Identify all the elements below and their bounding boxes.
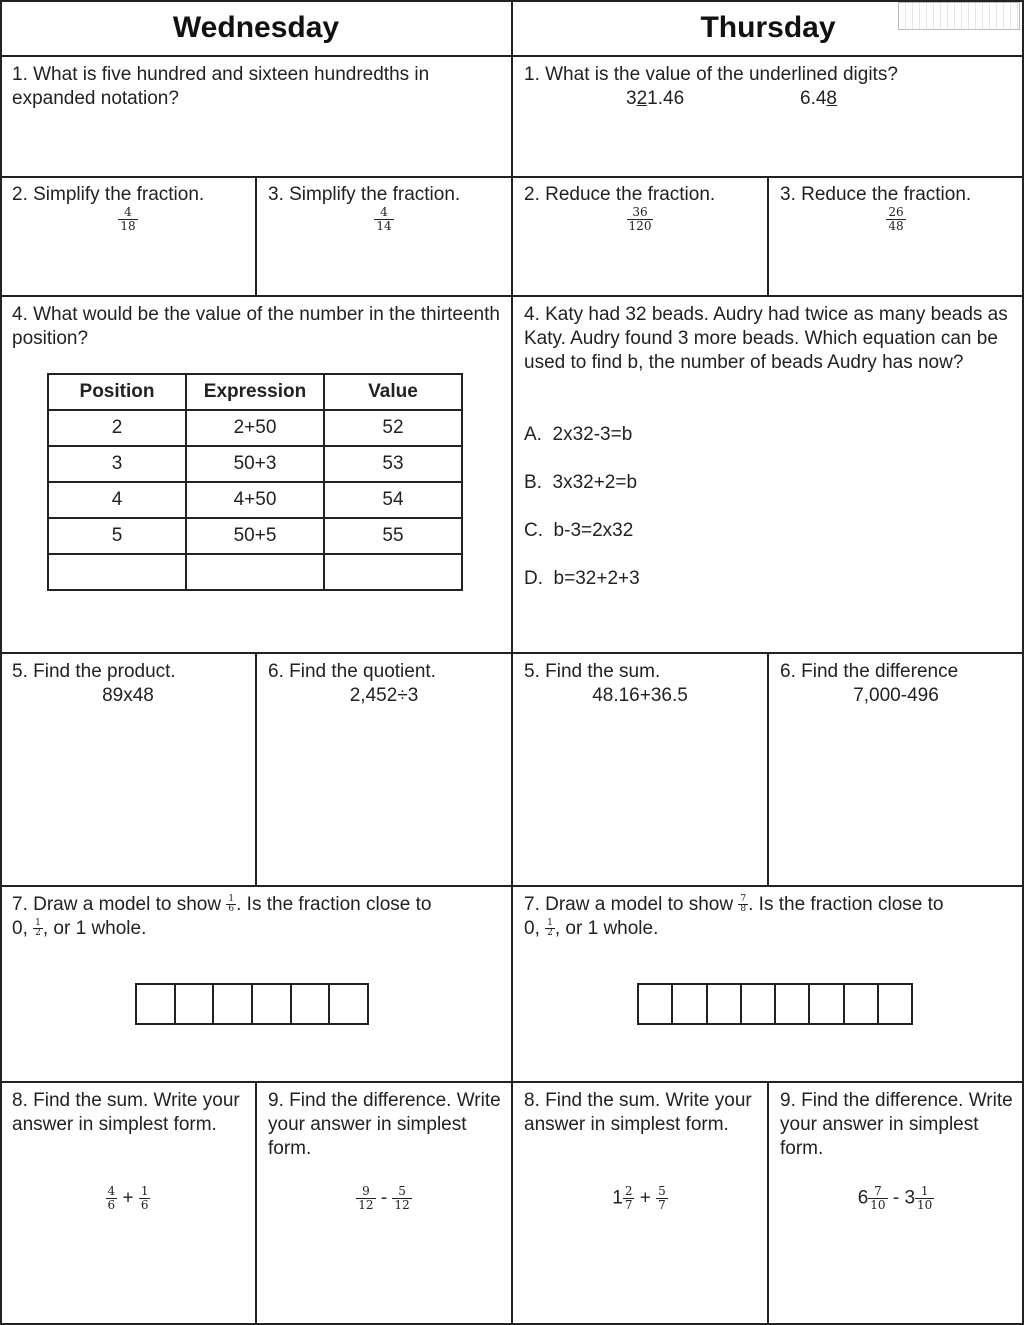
model-box[interactable]: [879, 985, 911, 1023]
table-header: Position: [48, 374, 186, 410]
value-table: [47, 373, 463, 591]
model-box[interactable]: [137, 985, 176, 1023]
option-b[interactable]: B. 3x32+2=b: [524, 472, 638, 493]
wed-q8-text: 8. Find the sum. Write your answer in simplest form.: [12, 1090, 240, 1135]
wed-q2-text: 2. Simplify the fraction.: [12, 184, 205, 205]
thu-q5-expr: 48.16+36.5: [592, 685, 688, 706]
table-row: 4 4+50 54: [48, 482, 462, 518]
thu-q2-text: 2. Reduce the fraction.: [524, 184, 716, 205]
table-header: Value: [324, 374, 462, 410]
thu-q1-number-b: 6.48: [800, 88, 837, 109]
model-box[interactable]: [742, 985, 776, 1023]
thu-q6-text: 6. Find the difference: [780, 661, 959, 682]
grid-line: [0, 0, 2, 1325]
grid-line: [767, 176, 769, 296]
wed-q8-expr: $\frac{4}{6}$ + $\frac{1}{6}$: [107, 1184, 149, 1212]
thu-q9-expr: 6 $\frac{7}{10}$ - 3 $\frac{1}{10}$: [857, 1184, 933, 1212]
option-d[interactable]: D. b=32+2+3: [524, 568, 640, 589]
model-box[interactable]: [253, 985, 292, 1023]
table-row: 3 50+3 53: [48, 446, 462, 482]
thu-q6-expr: 7,000-496: [853, 685, 939, 706]
thu-q1-number-a: 321.46: [626, 88, 685, 109]
thu-q8-expr: 1 $\frac{2}{7}$ + $\frac{5}{7}$: [612, 1184, 666, 1212]
model-box[interactable]: [639, 985, 673, 1023]
thu-q7-text: 7. Draw a model to show $\frac{7}{8}$ . Is the fraction close to 0, $\frac{1}{2}$ , or 1 whole.: [524, 894, 944, 939]
model-box[interactable]: [776, 985, 810, 1023]
header-wednesday: Wednesday: [172, 11, 340, 44]
model-box[interactable]: [845, 985, 879, 1023]
thu-q9-text: 9. Find the difference. Write your answer in simplest form.: [780, 1090, 1013, 1159]
model-box[interactable]: [708, 985, 742, 1023]
thu-q1-text: 1. What is the value of the underlined digits?: [524, 64, 898, 85]
model-box[interactable]: [214, 985, 253, 1023]
table-row: 2 2+50 52: [48, 410, 462, 446]
thu-q8-text: 8. Find the sum. Write your answer in simplest form.: [524, 1090, 752, 1135]
model-box[interactable]: [673, 985, 707, 1023]
wed-q9-expr: $\frac{9}{12}$ - $\frac{5}{12}$: [358, 1184, 410, 1212]
option-c[interactable]: C. b-3=2x32: [524, 520, 634, 541]
wed-q1-text: 1. What is five hundred and sixteen hundredths in expanded notation?: [12, 64, 430, 109]
thu-q5-text: 5. Find the sum.: [524, 661, 661, 682]
wed-q9-text: 9. Find the difference. Write your answer in simplest form.: [268, 1090, 501, 1159]
wed-q3-text: 3. Simplify the fraction.: [268, 184, 461, 205]
table-header: Expression: [186, 374, 324, 410]
option-a[interactable]: A. 2x32-3=b: [524, 424, 633, 445]
wed-q7-text: 7. Draw a model to show $\frac{1}{6}$ . Is the fraction close to 0, $\frac{1}{2}$ , or 1 whole.: [12, 894, 432, 939]
header-thursday: Thursday: [700, 11, 836, 44]
grid-line: [511, 0, 513, 1325]
fraction-model-boxes[interactable]: [637, 983, 913, 1025]
wed-q4-text: 4. What would be the value of the number in the thirteenth position?: [12, 304, 500, 349]
wed-q5-text: 5. Find the product.: [12, 661, 176, 682]
thu-q3-fraction: $\frac{26}{48}$: [888, 205, 904, 233]
grid-line: [255, 176, 257, 296]
thu-q3-text: 3. Reduce the fraction.: [780, 184, 972, 205]
model-box[interactable]: [330, 985, 367, 1023]
table-row-blank: [48, 554, 462, 590]
table-row: 5 50+5 55: [48, 518, 462, 554]
model-box[interactable]: [176, 985, 215, 1023]
model-box[interactable]: [810, 985, 844, 1023]
wed-q3-fraction: $\frac{4}{14}$: [376, 205, 392, 233]
wed-q5-expr: 89x48: [102, 685, 154, 706]
wed-q6-expr: 2,452÷3: [349, 685, 419, 706]
thu-q4-text: 4. Katy had 32 beads. Audry had twice as many beads as Katy. Audry found 3 more beads. Which equation can be used to find b, the number of beads Audry has now?: [524, 304, 1008, 373]
model-box[interactable]: [292, 985, 331, 1023]
fraction-model-boxes[interactable]: [135, 983, 369, 1025]
wed-q2-fraction: $\frac{4}{18}$: [120, 205, 136, 233]
thu-q2-fraction: $\frac{36}{120}$: [628, 205, 652, 233]
wed-q6-text: 6. Find the quotient.: [268, 661, 436, 682]
